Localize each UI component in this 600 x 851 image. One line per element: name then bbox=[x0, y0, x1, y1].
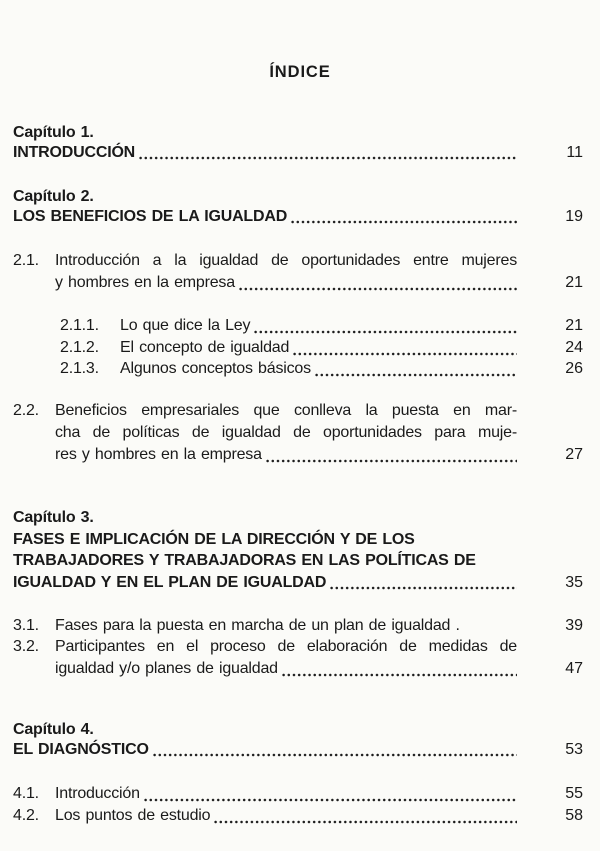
entry-number: 4.2. bbox=[13, 807, 39, 824]
page-number: 27 bbox=[565, 446, 583, 463]
toc-entry-3-2 bbox=[13, 636, 583, 680]
entry-text: cha de políticas de igualdad de oportunidades para muje- bbox=[55, 424, 517, 441]
page-number: 47 bbox=[565, 660, 583, 677]
page-number: 19 bbox=[565, 208, 583, 225]
dotted-leader bbox=[239, 287, 517, 291]
dotted-leader bbox=[254, 330, 517, 334]
toc-entry-chapter-3 bbox=[13, 507, 583, 593]
chapter-title: LOS BENEFICIOS DE LA IGUALDAD bbox=[13, 208, 288, 225]
toc-entry-2-2 bbox=[13, 400, 583, 466]
toc-entry-2-1-2 bbox=[13, 337, 583, 359]
entry-text: res y hombres en la empresa bbox=[55, 446, 262, 463]
entry-text: igualdad y/o planes de igualdad bbox=[55, 660, 278, 677]
chapter-kicker: Capítulo 4. bbox=[13, 721, 94, 738]
chapter-title: FASES E IMPLICACIÓN DE LA DIRECCIÓN Y DE LOS bbox=[13, 530, 415, 548]
page-number: 58 bbox=[565, 807, 583, 824]
toc-entry-4-2 bbox=[13, 805, 583, 827]
toc-entry-2-1-1 bbox=[13, 315, 583, 337]
entry-text: Beneficios empresariales que conlleva la puesta en mar- bbox=[55, 402, 517, 419]
entry-number: 2.1.2. bbox=[60, 339, 99, 356]
toc-entry-2-1-3 bbox=[13, 358, 583, 380]
page-number: 39 bbox=[565, 617, 583, 634]
toc-entry-3-1 bbox=[13, 615, 583, 637]
entry-text: Algunos conceptos básicos bbox=[120, 360, 311, 377]
chapter-kicker: Capítulo 3. bbox=[13, 509, 94, 526]
dotted-leader bbox=[153, 753, 517, 757]
dotted-leader bbox=[139, 156, 517, 160]
chapter-kicker: Capítulo 1. bbox=[13, 124, 94, 141]
chapter-title: TRABAJADORES Y TRABAJADORAS EN LAS POLÍTICAS DE bbox=[13, 552, 476, 569]
entry-number: 2.1.1. bbox=[60, 317, 99, 334]
dotted-leader bbox=[282, 673, 517, 677]
chapter-title: EL DIAGNÓSTICO bbox=[13, 741, 149, 758]
entry-number: 4.1. bbox=[13, 785, 39, 802]
entry-text: Los puntos de estudio bbox=[55, 807, 211, 824]
entry-text: Lo que dice la Ley bbox=[120, 317, 251, 334]
entry-text: Introducción bbox=[55, 785, 140, 802]
toc-entry-4-1 bbox=[13, 783, 583, 805]
entry-number: 2.1.3. bbox=[60, 360, 99, 377]
toc-entry-chapter-2 bbox=[13, 187, 583, 227]
entry-text: y hombres en la empresa bbox=[55, 274, 235, 291]
chapter-title: INTRODUCCIÓN bbox=[13, 144, 136, 161]
page-number: 11 bbox=[566, 144, 583, 161]
entry-number: 2.2. bbox=[13, 402, 39, 419]
entry-text: Participantes en el proceso de elaboración de medidas de bbox=[55, 638, 517, 655]
chapter-title: IGUALDAD Y EN EL PLAN DE IGUALDAD bbox=[13, 573, 327, 591]
page-number: 55 bbox=[565, 785, 583, 802]
entry-text: Fases para la puesta en marcha de un plan de igualdad . bbox=[55, 617, 460, 634]
dotted-leader bbox=[144, 798, 517, 802]
entry-number: 3.1. bbox=[13, 617, 39, 634]
dotted-leader bbox=[315, 373, 517, 377]
page-number: 21 bbox=[565, 274, 583, 291]
chapter-kicker: Capítulo 2. bbox=[13, 188, 94, 205]
toc-entry-chapter-1 bbox=[13, 123, 583, 163]
toc-entry-2-1 bbox=[13, 250, 583, 294]
dotted-leader bbox=[330, 586, 517, 590]
dotted-leader bbox=[214, 820, 517, 824]
page-number: 21 bbox=[565, 317, 583, 334]
dotted-leader bbox=[291, 220, 517, 224]
page-number: 26 bbox=[565, 360, 583, 377]
entry-number: 3.2. bbox=[13, 638, 39, 655]
dotted-leader bbox=[266, 459, 517, 463]
page-number: 24 bbox=[565, 339, 583, 356]
page-title: ÍNDICE bbox=[269, 63, 331, 81]
page-number: 35 bbox=[565, 573, 583, 591]
dotted-leader bbox=[293, 352, 517, 356]
entry-text: El concepto de igualdad bbox=[120, 339, 290, 356]
entry-number: 2.1. bbox=[13, 252, 39, 269]
toc-entry-chapter-4 bbox=[13, 720, 583, 760]
entry-text: Introducción a la igualdad de oportunidades entre mujeres bbox=[55, 252, 517, 269]
leader-spacer bbox=[464, 630, 517, 634]
page-number: 53 bbox=[565, 741, 583, 758]
